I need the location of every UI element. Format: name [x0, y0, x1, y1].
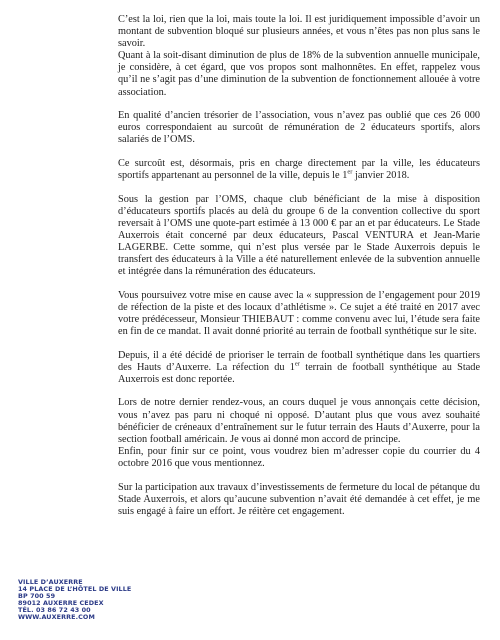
cost-coverage-text: Ce surcoût est, désormais, pris en charge directement par la ville, les éducateurs sportifs appartenant au personnel de la ville, depuis le [118, 157, 480, 182]
footer-postcode: 89012 AUXERRE CEDEX [18, 599, 104, 608]
paragraph-letter-copy: Enfin, pour finir sur ce point, vous voudrez bien m’adresser copie du courrier du 4 octobre 2016 que vous mentionnez. [118, 445, 480, 469]
footer-street: 14 PLACE DE L’HÔTEL DE VILLE [18, 585, 132, 594]
paragraph-subsidy-decrease: Quant à la soit-disant diminution de plus de 18% de la subvention annuelle municipale, je considère, à cet égard, que vos propos sont malhonnêtes. En effet, rappelez vous qu’il ne s’agit pas d’une diminution de la subvention de fonctionnement allouée à votre association. [118, 50, 480, 98]
synthetic-field-text: Depuis, il a été décidé de prioriser le terrain de football synthétique dans les quartiers des Hauts d’Auxerre. La réfection du [118, 349, 480, 373]
city-address-footer [18, 578, 132, 622]
letter-body [118, 14, 480, 529]
paragraph-former-treasurer: En qualité d’ancien trésorier de l’association, vous n’avez pas oublié que ces 26 000 euros correspondaient au surcoût de rémunération de 2 éducateurs sportifs, alors salariés de l’OMS. [118, 110, 480, 146]
ordinal-number: 1 [289, 361, 295, 373]
paragraph-cost-coverage [118, 158, 480, 182]
date-superscript: er [347, 168, 353, 176]
footer-website: WWW.AUXERRE.COM [18, 613, 95, 622]
date-rest: janvier 2018. [354, 170, 410, 182]
ordinal-superscript: er [294, 360, 300, 368]
paragraph-synthetic-field [118, 350, 480, 386]
paragraph-athletics-track: Vous poursuivez votre mise en cause avec la « suppression de l’engagement pour 2019 de réfection de la piste et des locaux d’athlétisme ». Ce sujet a été traité en 2017 avec votre prédécesseur, Monsieur THIEBAUT : comme convenu avec lui, l’étude sera faite en fin de ce mandat. Il avait donné priorité au terrain de football synthétique sur le site. [118, 289, 480, 338]
footer-phone: TÉL. 03 86 72 43 00 [18, 606, 91, 615]
paragraph-last-meeting: Lors de notre dernier rendez-vous, an cours duquel je vous annonçais cette décision, vous n’avez pas paru ni choqué ni opposé. D’autant plus que vous avez souhaité bénéficier de créneaux d’entraînement sur le futur terrain des Hauts d’Auxerre, pour la section football américain. Je vous ai donné mon accord de principe. [118, 397, 480, 445]
paragraph-oms-management: Sous la gestion par l’OMS, chaque club bénéficiant de la mise à disposition d’éducateurs sportifs placés au delà du groupe 6 de la convention collective du sport reversait à l’OMS une quote-part estimée à 13 000 € par an et par éducateurs. Le Stade Auxerrois était concerné par deux éducateurs, Pascal VENTURA et Jean-Marie LAGERBE. Cette somme, qui n’est plus versée par le Stade Auxerrois depuis le transfert des éducateurs à la Ville a été naturellement enlevée de la subvention annuelle et intégrée dans la rémunération des éducateurs. [118, 193, 480, 278]
date-day: 1 [342, 170, 348, 182]
synthetic-field-rest: terrain de football synthétique au Stade Auxerrois est donc reportée. [118, 361, 481, 385]
footer-city: VILLE D’AUXERRE [18, 578, 83, 586]
paragraph-law: C’est la loi, rien que la loi, mais toute la loi. Il est juridiquement impossible d’avoir un montant de subvention bloqué sur plusieurs années, et vous n’êtes pas non plus sans le savoir. [118, 14, 480, 50]
footer-po-box: BP 700 59 [18, 592, 56, 601]
paragraph-petanque: Sur la participation aux travaux d’investissements de fermeture du local de pétanque du Stade Auxerrois, et alors qu’aucune subvention n’avait été demandée à cet effet, je me suis engagé à faire un effort. Je réitère cet engagement. [118, 481, 480, 517]
